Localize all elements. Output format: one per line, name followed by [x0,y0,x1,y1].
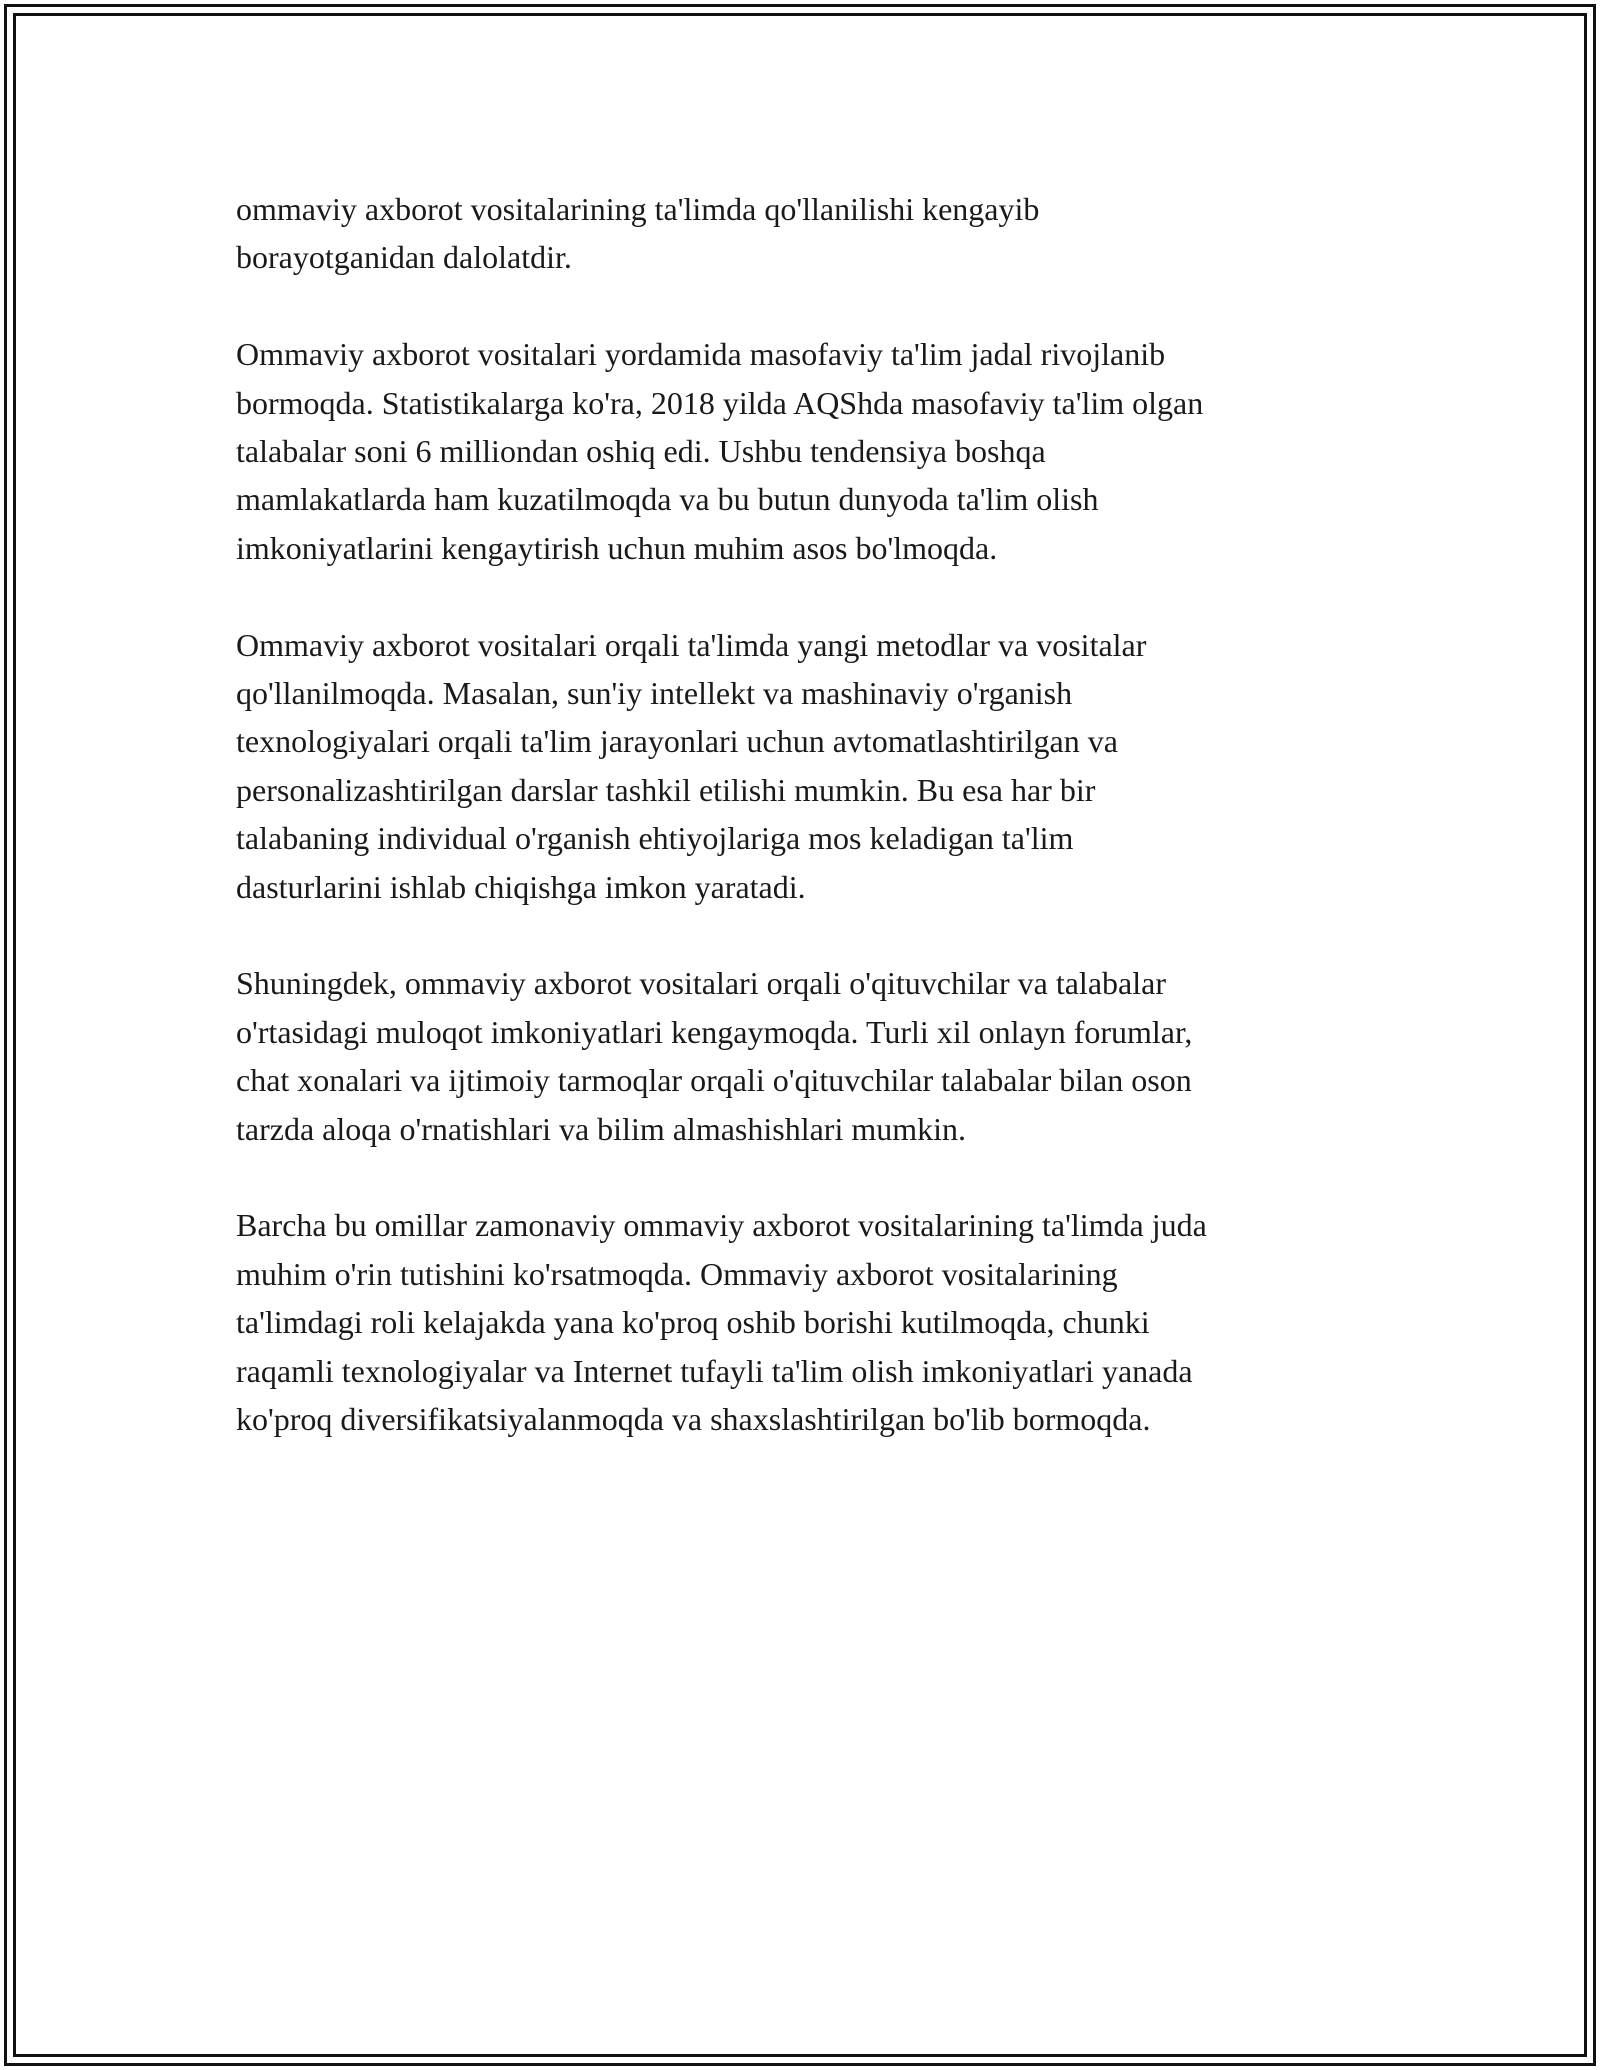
paragraph-4: Shuningdek, ommaviy axborot vositalari orqali o'qituvchilar va talabalar o'rtasidagi muloqot imkoniyatlari kengaymoqda. Turli xil onlayn forumlar, chat xonalari va ijtimoiy tarmoqlar orqali o'qituvchilar talabalar bilan oson tarzda aloqa o'rnatishlari va bilim almashishlari mumkin. [236,965,1193,1147]
document-body [236,185,1396,1492]
paragraph-2: Ommaviy axborot vositalari yordamida masofaviy ta'lim jadal rivojlanib bormoqda. Statistikalarga ko'ra, 2018 yilda AQShda masofaviy ta'lim olgan talabalar soni 6 milliondan oshiq edi. Ushbu tendensiya boshqa mamlakatlarda ham kuzatilmoqda va bu butun dunyoda ta'lim olish imkoniyatlarini kengaytirish uchun muhim asos bo'lmoqda. [236,336,1204,566]
paragraph-1: ommaviy axborot vositalarining ta'limda qo'llanilishi kengayib borayotganidan dalolatdir. [236,191,1040,276]
paragraph-3: Ommaviy axborot vositalari orqali ta'limda yangi metodlar va vositalar qo'llanilmoqda. Masalan, sun'iy intellekt va mashinaviy o'rganish texnologiyalari orqali ta'lim jarayonlari uchun avtomatlashtirilgan va personalizashtirilgan darslar tashkil etilishi mumkin. Bu esa har bir talabaning individual o'rganish ehtiyojlariga mos keladigan ta'lim dasturlarini ishlab chiqishga imkon yaratadi. [236,626,1147,905]
paragraph-5: Barcha bu omillar zamonaviy ommaviy axborot vositalarining ta'limda juda muhim o'rin tutishini ko'rsatmoqda. Ommaviy axborot vositalarining ta'limdagi roli kelajakda yana ko'proq oshib borishi kutilmoqda, chunki raqamli texnologiyalar va Internet tufayli ta'lim olish imkoniyatlari yanada ko'proq diversifikatsiyalanmoqda va shaxslashtirilgan bo'lib bormoqda. [236,1207,1207,1438]
